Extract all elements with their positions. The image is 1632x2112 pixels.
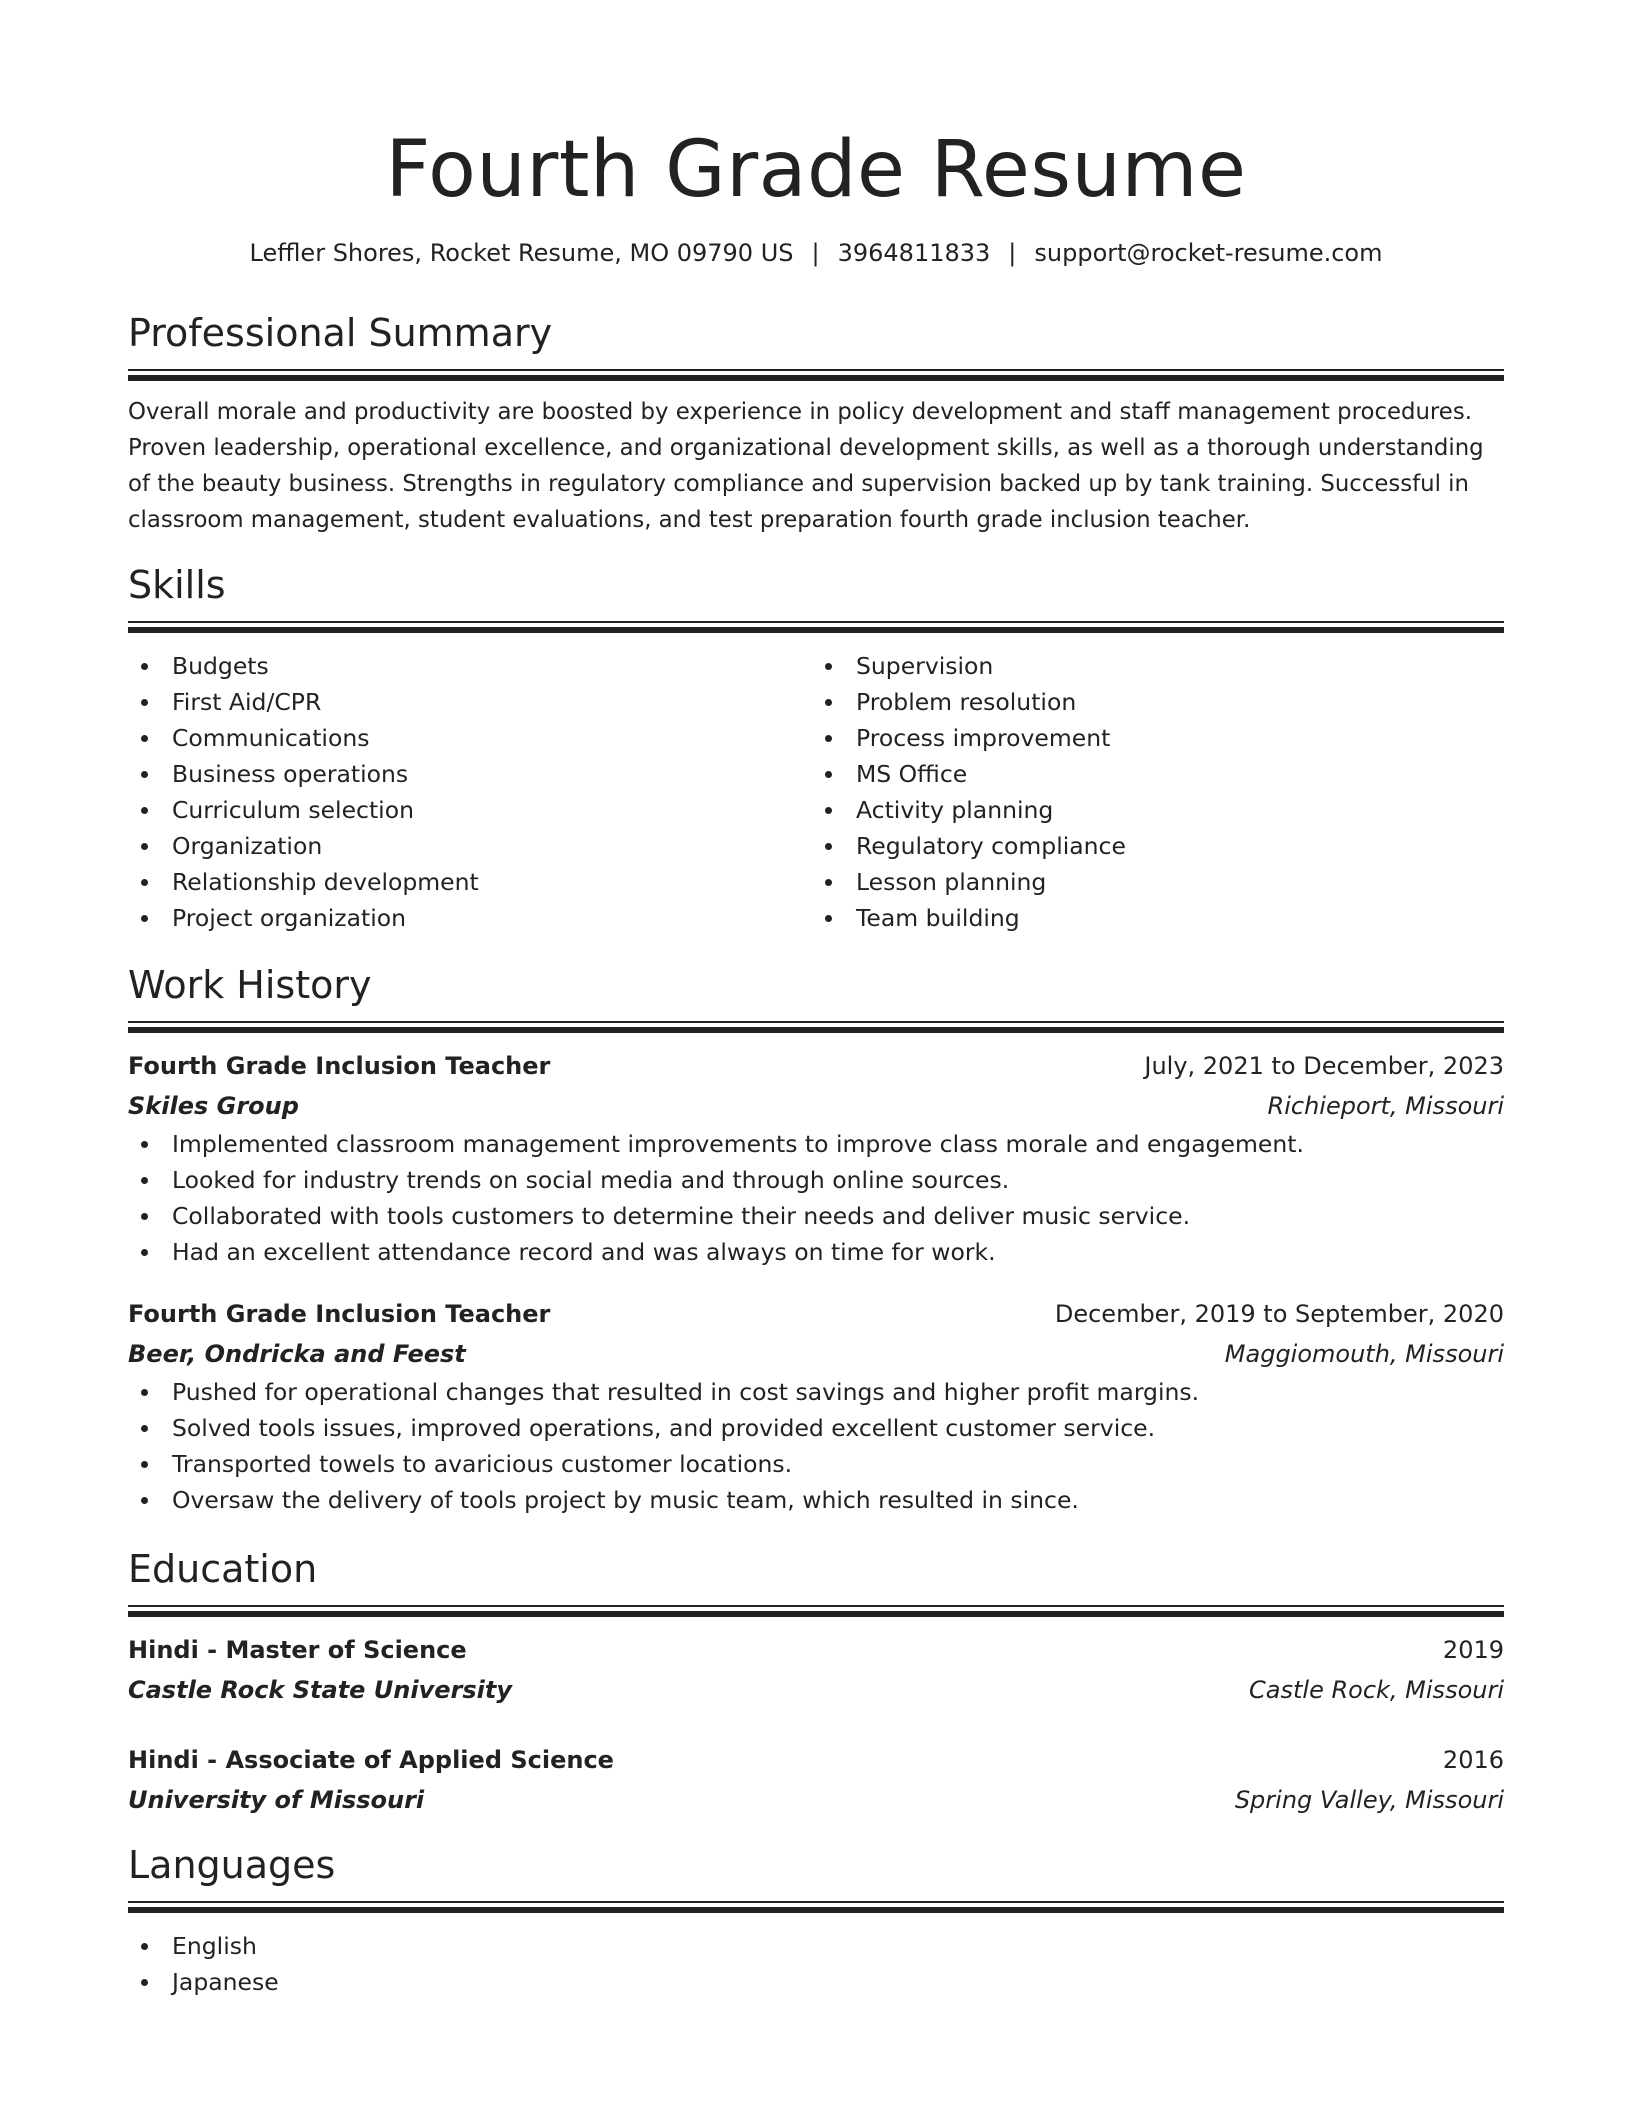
summary-heading: Professional Summary — [128, 311, 553, 355]
job-bullets — [128, 1374, 1504, 1518]
education-heading: Education — [128, 1547, 318, 1591]
skill-item: Activity planning — [812, 792, 1500, 828]
education-school: University of Missouri — [128, 1786, 425, 1814]
skills-columns — [128, 648, 1504, 936]
section-divider — [128, 1605, 1504, 1618]
languages-section — [128, 1840, 1504, 2000]
section-divider — [128, 369, 1504, 382]
contact-address: Leffler Shores, Rocket Resume, MO 09790 US — [249, 239, 794, 267]
job-bullet: Oversaw the delivery of tools project by music team, which resulted in since. — [128, 1482, 1504, 1518]
resume-name: Fourth Grade Resume — [385, 125, 1247, 215]
education-location: Spring Valley, Missouri — [1234, 1786, 1504, 1814]
contact-separator: | — [811, 239, 820, 267]
skill-item: Business operations — [128, 756, 816, 792]
skill-item: Process improvement — [812, 720, 1500, 756]
language-item: English — [128, 1928, 1504, 1964]
section-divider — [128, 1901, 1504, 1914]
languages-heading: Languages — [128, 1843, 336, 1887]
skills-list-left — [128, 648, 816, 936]
job-bullet: Transported towels to avaricious customer locations. — [128, 1446, 1504, 1482]
skill-item: Supervision — [812, 648, 1500, 684]
skill-item: Relationship development — [128, 864, 816, 900]
education-degree: Hindi - Associate of Applied Science — [128, 1746, 614, 1774]
job-bullet: Looked for industry trends on social media and through online sources. — [128, 1162, 1504, 1198]
section-divider — [128, 1021, 1504, 1034]
education-year: 2019 — [1442, 1636, 1504, 1664]
skills-section — [128, 560, 1504, 936]
work-history-heading: Work History — [128, 963, 372, 1007]
job-title: Fourth Grade Inclusion Teacher — [128, 1052, 551, 1080]
job-location: Maggiomouth, Missouri — [1224, 1340, 1504, 1368]
skill-item: Lesson planning — [812, 864, 1500, 900]
contact-phone: 3964811833 — [837, 239, 991, 267]
skill-item: Team building — [812, 900, 1500, 936]
job-dates: December, 2019 to September, 2020 — [1054, 1300, 1504, 1328]
skill-item: MS Office — [812, 756, 1500, 792]
job-entry — [128, 1046, 1504, 1270]
job-bullet: Implemented classroom management improvements to improve class morale and engagement. — [128, 1126, 1504, 1162]
job-location: Richieport, Missouri — [1267, 1092, 1504, 1120]
education-location: Castle Rock, Missouri — [1249, 1676, 1504, 1704]
skill-item: Curriculum selection — [128, 792, 816, 828]
contact-separator: | — [1008, 239, 1017, 267]
contact-email: support@rocket-resume.com — [1034, 239, 1383, 267]
skill-item: Organization — [128, 828, 816, 864]
skill-item: Regulatory compliance — [812, 828, 1500, 864]
job-company: Beer, Ondricka and Feest — [128, 1340, 466, 1368]
skill-item: Project organization — [128, 900, 816, 936]
education-year: 2016 — [1442, 1746, 1504, 1774]
summary-section — [128, 308, 1504, 538]
job-dates: July, 2021 to December, 2023 — [1144, 1052, 1504, 1080]
job-entry — [128, 1294, 1504, 1518]
contact-line — [128, 236, 1504, 270]
skill-item: Communications — [128, 720, 816, 756]
education-degree: Hindi - Master of Science — [128, 1636, 467, 1664]
job-bullet: Collaborated with tools customers to determine their needs and deliver music service. — [128, 1198, 1504, 1234]
job-title: Fourth Grade Inclusion Teacher — [128, 1300, 551, 1328]
education-entry — [128, 1630, 1504, 1710]
skills-heading: Skills — [128, 563, 226, 607]
education-section — [128, 1544, 1504, 1820]
skill-item: Budgets — [128, 648, 816, 684]
languages-list — [128, 1928, 1504, 2000]
education-school: Castle Rock State University — [128, 1676, 512, 1704]
skill-item: First Aid/CPR — [128, 684, 816, 720]
work-history-section — [128, 960, 1504, 1518]
job-bullets — [128, 1126, 1504, 1270]
job-bullet: Pushed for operational changes that resulted in cost savings and higher profit margins. — [128, 1374, 1504, 1410]
resume-page — [128, 0, 1504, 2000]
job-bullet: Solved tools issues, improved operations, and provided excellent customer service. — [128, 1410, 1504, 1446]
skill-item: Problem resolution — [812, 684, 1500, 720]
skills-list-right — [812, 648, 1500, 936]
job-company: Skiles Group — [128, 1092, 299, 1120]
language-item: Japanese — [128, 1964, 1504, 2000]
education-entry — [128, 1740, 1504, 1820]
section-divider — [128, 621, 1504, 634]
job-bullet: Had an excellent attendance record and was always on time for work. — [128, 1234, 1504, 1270]
summary-text: Overall morale and productivity are boosted by experience in policy development and staff management procedures. Proven leadership, operational excellence, and organizational development skills, as well as a thorough understanding of the beauty business. Strengths in regulatory compliance and supervision backed up by tank training. Successful in classroom management, student evaluations, and test preparation fourth grade inclusion teacher. — [128, 399, 1484, 533]
